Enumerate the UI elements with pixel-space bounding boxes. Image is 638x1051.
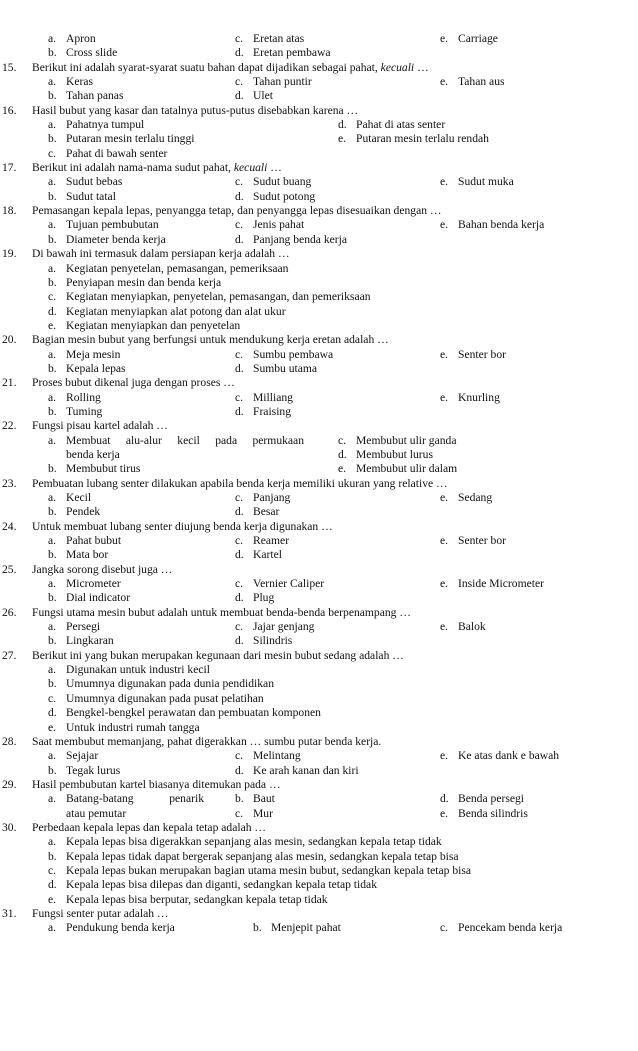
option-row	[0, 620, 638, 634]
option-row	[0, 32, 638, 46]
option-c: c. Milliang	[235, 390, 293, 404]
option-c: c. Membubut ulir ganda	[338, 433, 457, 447]
exam-page	[0, 32, 638, 936]
question-24	[0, 520, 638, 563]
question-stem: 26. Fungsi utama mesin bubut adalah untuk membuat benda-benda berpenampang …	[2, 605, 411, 619]
option-e: e. Sudut muka	[440, 175, 514, 189]
option-a: a. Membuat alu-alur kecil pada permukaan benda kerja	[48, 433, 304, 461]
option-d: d. Ke arah kanan dan kiri	[235, 763, 359, 777]
option-c: c. Pahat di bawah senter	[48, 146, 168, 160]
option-c: c. Jajar genjang	[235, 620, 315, 634]
option-d: d. Silindris	[235, 634, 293, 648]
option-c: c. Reamer	[235, 534, 290, 548]
question-stem: 22. Fungsi pisau kartel adalah …	[2, 419, 168, 433]
option-e: e. Senter bor	[440, 347, 506, 361]
question-stem: 27. Berikut ini yang bukan merupakan kegunaan dari mesin bubut sedang adalah …	[2, 648, 404, 662]
option-e: e. Carriage	[440, 32, 498, 45]
option-a: a. Kecil	[48, 491, 92, 504]
option-b: b. Putaran mesin terlalu tinggi	[48, 132, 195, 146]
option-d: d. Eretan pembawa	[235, 46, 331, 60]
question-15	[0, 61, 638, 104]
option-row	[0, 921, 638, 935]
question-14	[0, 32, 638, 61]
option-d: d. Membubut lurus	[338, 447, 433, 461]
option-e: e. Sedang	[440, 491, 493, 504]
option-a: a. Pahatnya tumpul	[48, 118, 145, 132]
option-c: c. Umumnya digunakan pada pusat pelatihan	[48, 691, 264, 705]
option-row	[0, 391, 638, 405]
option-b: b. Mata bor	[48, 548, 109, 562]
option-a: a. Rolling	[48, 390, 101, 404]
option-a: a. Pendukung benda kerja	[48, 921, 175, 935]
question-19	[0, 247, 638, 333]
option-e: e. Membubut ulir dalam	[338, 462, 458, 476]
option-a: a. Apron	[48, 32, 96, 45]
option-row	[0, 405, 638, 419]
question-30	[0, 821, 638, 907]
question-29	[0, 778, 638, 821]
option-e: e. Kepala lepas bisa berputar, sedangkan kepala tetap tidak	[48, 892, 328, 906]
option-b: b. Tahan panas	[48, 89, 124, 103]
option-row	[0, 348, 638, 362]
option-row	[0, 175, 638, 189]
option-c: c. Kepala lepas bukan merupakan bagian utama mesin bubut, sedangkan kepala tetap bisa	[48, 863, 471, 877]
question-stem: 31. Fungsi senter putar adalah …	[2, 906, 169, 920]
question-stem: 24. Untuk membuat lubang senter diujung benda kerja digunakan …	[2, 519, 333, 533]
question-stem: 28. Saat membubut memanjang, pahat digerakkan … sumbu putar benda kerja.	[2, 734, 382, 748]
option-c: c. Sudut buang	[235, 175, 312, 189]
question-20	[0, 333, 638, 376]
option-d: d. Sumbu utama	[235, 361, 318, 375]
question-stem: 18. Pemasangan kepala lepas, penyangga tetap, dan penyangga lepas disesuaikan dengan …	[2, 204, 442, 218]
option-c: c. Pencekam benda kerja	[440, 921, 563, 935]
option-row	[0, 577, 638, 591]
option-c: c. Panjang	[235, 491, 291, 504]
option-a: a. Batang-batang penarik atau pemutar	[48, 792, 204, 820]
option-c: c. Melintang	[235, 749, 301, 763]
question-stem: 21. Proses bubut dikenal juga dengan proses …	[2, 376, 235, 390]
option-c: c. Jenis pahat	[235, 218, 305, 232]
question-31	[0, 907, 638, 936]
option-b: b. Tuming	[48, 404, 103, 418]
option-a: a. Persegi	[48, 620, 101, 634]
option-e: e. Putaran mesin terlalu rendah	[338, 132, 489, 146]
question-stem: 23. Pembuatan lubang senter dilakukan apabila benda kerja memiliki ukuran yang relative …	[2, 476, 448, 490]
option-a: a. Meja mesin	[48, 347, 121, 361]
option-e: e. Inside Micrometer	[440, 577, 544, 591]
option-row	[0, 634, 638, 648]
option-row	[0, 362, 638, 376]
option-a: a. Pahat bubut	[48, 534, 122, 548]
option-e: e. Kegiatan menyiapkan dan penyetelan	[48, 318, 241, 332]
option-d: d. Bengkel-bengkel perawatan dan pembuatan komponen	[48, 706, 321, 720]
option-b: b. Umumnya digunakan pada dunia pendidikan	[48, 677, 274, 691]
question-26	[0, 606, 638, 649]
option-b: b. Dial indicator	[48, 591, 131, 605]
option-row	[0, 548, 638, 562]
option-a: a. Tujuan pembubutan	[48, 218, 159, 232]
option-d: d. Plug	[235, 591, 275, 605]
option-row	[0, 591, 638, 605]
option-e: e. Benda silindris	[440, 806, 528, 820]
option-row	[0, 190, 638, 204]
option-a: a. Sejajar	[48, 749, 99, 763]
option-a: a. Kepala lepas bisa digerakkan sepanjang alas mesin, sedangkan kepala tetap tidak	[48, 835, 442, 849]
option-d: d. Panjang benda kerja	[235, 232, 348, 246]
option-row	[0, 46, 638, 60]
question-stem: 17. Berikut ini adalah nama-nama sudut pahat, kecuali …	[2, 161, 282, 175]
option-row	[0, 118, 638, 132]
option-b: b. Tegak lurus	[48, 763, 121, 777]
option-d: d. Besar	[235, 505, 280, 519]
option-b: b. Menjepit pahat	[253, 921, 341, 935]
question-stem: 25. Jangka sorong disebut juga …	[2, 562, 173, 576]
option-e: e. Knurling	[440, 390, 500, 404]
option-d: d. Fraising	[235, 404, 292, 418]
option-b: b. Kepala lepas tidak dapat bergerak sepanjang alas mesin, sedangkan kepala tetap bisa	[48, 849, 459, 863]
option-b: b. Cross slide	[48, 46, 118, 60]
option-b: b. Baut	[235, 792, 275, 806]
option-d: d. Pahat di atas senter	[338, 118, 446, 132]
option-b: b. Kepala lepas	[48, 361, 126, 375]
option-e: e. Untuk industri rumah tangga	[48, 720, 200, 734]
option-row	[0, 491, 638, 505]
option-d: d. Kartel	[235, 548, 282, 562]
option-c: c. Sumbu pembawa	[235, 347, 334, 361]
option-b: b. Pendek	[48, 505, 101, 519]
question-stem: 20. Bagian mesin bubut yang berfungsi untuk mendukung kerja eretan adalah …	[2, 333, 389, 347]
option-row	[0, 434, 638, 463]
option-c: c. Mur	[235, 806, 273, 820]
question-17	[0, 161, 638, 204]
question-21	[0, 376, 638, 419]
option-a: a. Digunakan untuk industri kecil	[48, 663, 210, 677]
option-c: c. Kegiatan menyiapkan, penyetelan, pemasangan, dan pemeriksaan	[48, 290, 371, 304]
option-a: a. Micrometer	[48, 577, 121, 591]
question-23	[0, 477, 638, 520]
question-28	[0, 735, 638, 778]
question-27	[0, 649, 638, 735]
option-e: e. Ke atas dank e bawah	[440, 749, 560, 763]
option-d: d. Kegiatan menyiapkan alat potong dan alat ukur	[48, 304, 286, 318]
option-row	[0, 534, 638, 548]
option-b: b. Diameter benda kerja	[48, 232, 166, 246]
option-row	[0, 233, 638, 247]
option-e: e. Senter bor	[440, 534, 506, 548]
option-row	[0, 218, 638, 232]
question-stem: 16. Hasil bubut yang kasar dan tatalnya putus-putus disebabkan karena …	[2, 103, 359, 117]
option-row	[0, 147, 638, 161]
option-d: d. Sudut potong	[235, 189, 316, 203]
question-stem: 30. Perbedaan kepala lepas dan kepala tetap adalah …	[2, 820, 267, 834]
option-row	[0, 75, 638, 89]
question-stem: 29. Hasil pembubutan kartel biasanya ditemukan pada …	[2, 777, 281, 791]
option-d: d. Benda persegi	[440, 792, 524, 806]
option-row	[0, 462, 638, 476]
option-e: e. Tahan aus	[440, 75, 505, 89]
option-b: b. Membubut tirus	[48, 462, 141, 476]
option-d: d. Kepala lepas bisa dilepas dan diganti, sedangkan kepala tetap tidak	[48, 878, 377, 892]
option-b: b. Penyiapan mesin dan benda kerja	[48, 275, 222, 289]
option-d: d. Ulet	[235, 89, 273, 103]
option-e: e. Balok	[440, 620, 486, 634]
option-b: b. Lingkaran	[48, 634, 114, 648]
option-c: c. Eretan atas	[235, 32, 305, 45]
question-stem: 19. Di bawah ini termasuk dalam persiapan kerja adalah …	[2, 247, 290, 261]
option-c: c. Tahan puntir	[235, 75, 312, 89]
option-row	[0, 764, 638, 778]
option-e: e. Bahan benda kerja	[440, 218, 545, 232]
option-a: a. Kegiatan penyetelan, pemasangan, pemeriksaan	[48, 261, 289, 275]
option-row	[0, 132, 638, 146]
question-stem: 15. Berikut ini adalah syarat-syarat suatu bahan dapat dijadikan sebagai pahat, kecuali …	[2, 60, 429, 74]
question-22	[0, 419, 638, 476]
option-a: a. Sudut bebas	[48, 175, 123, 189]
option-row	[0, 749, 638, 763]
option-c: c. Vernier Caliper	[235, 577, 325, 591]
option-b: b. Sudut tatal	[48, 189, 116, 203]
option-row	[0, 505, 638, 519]
option-row	[0, 792, 638, 821]
question-18	[0, 204, 638, 247]
question-25	[0, 563, 638, 606]
question-16	[0, 104, 638, 161]
option-row	[0, 89, 638, 103]
option-a: a. Keras	[48, 75, 94, 89]
